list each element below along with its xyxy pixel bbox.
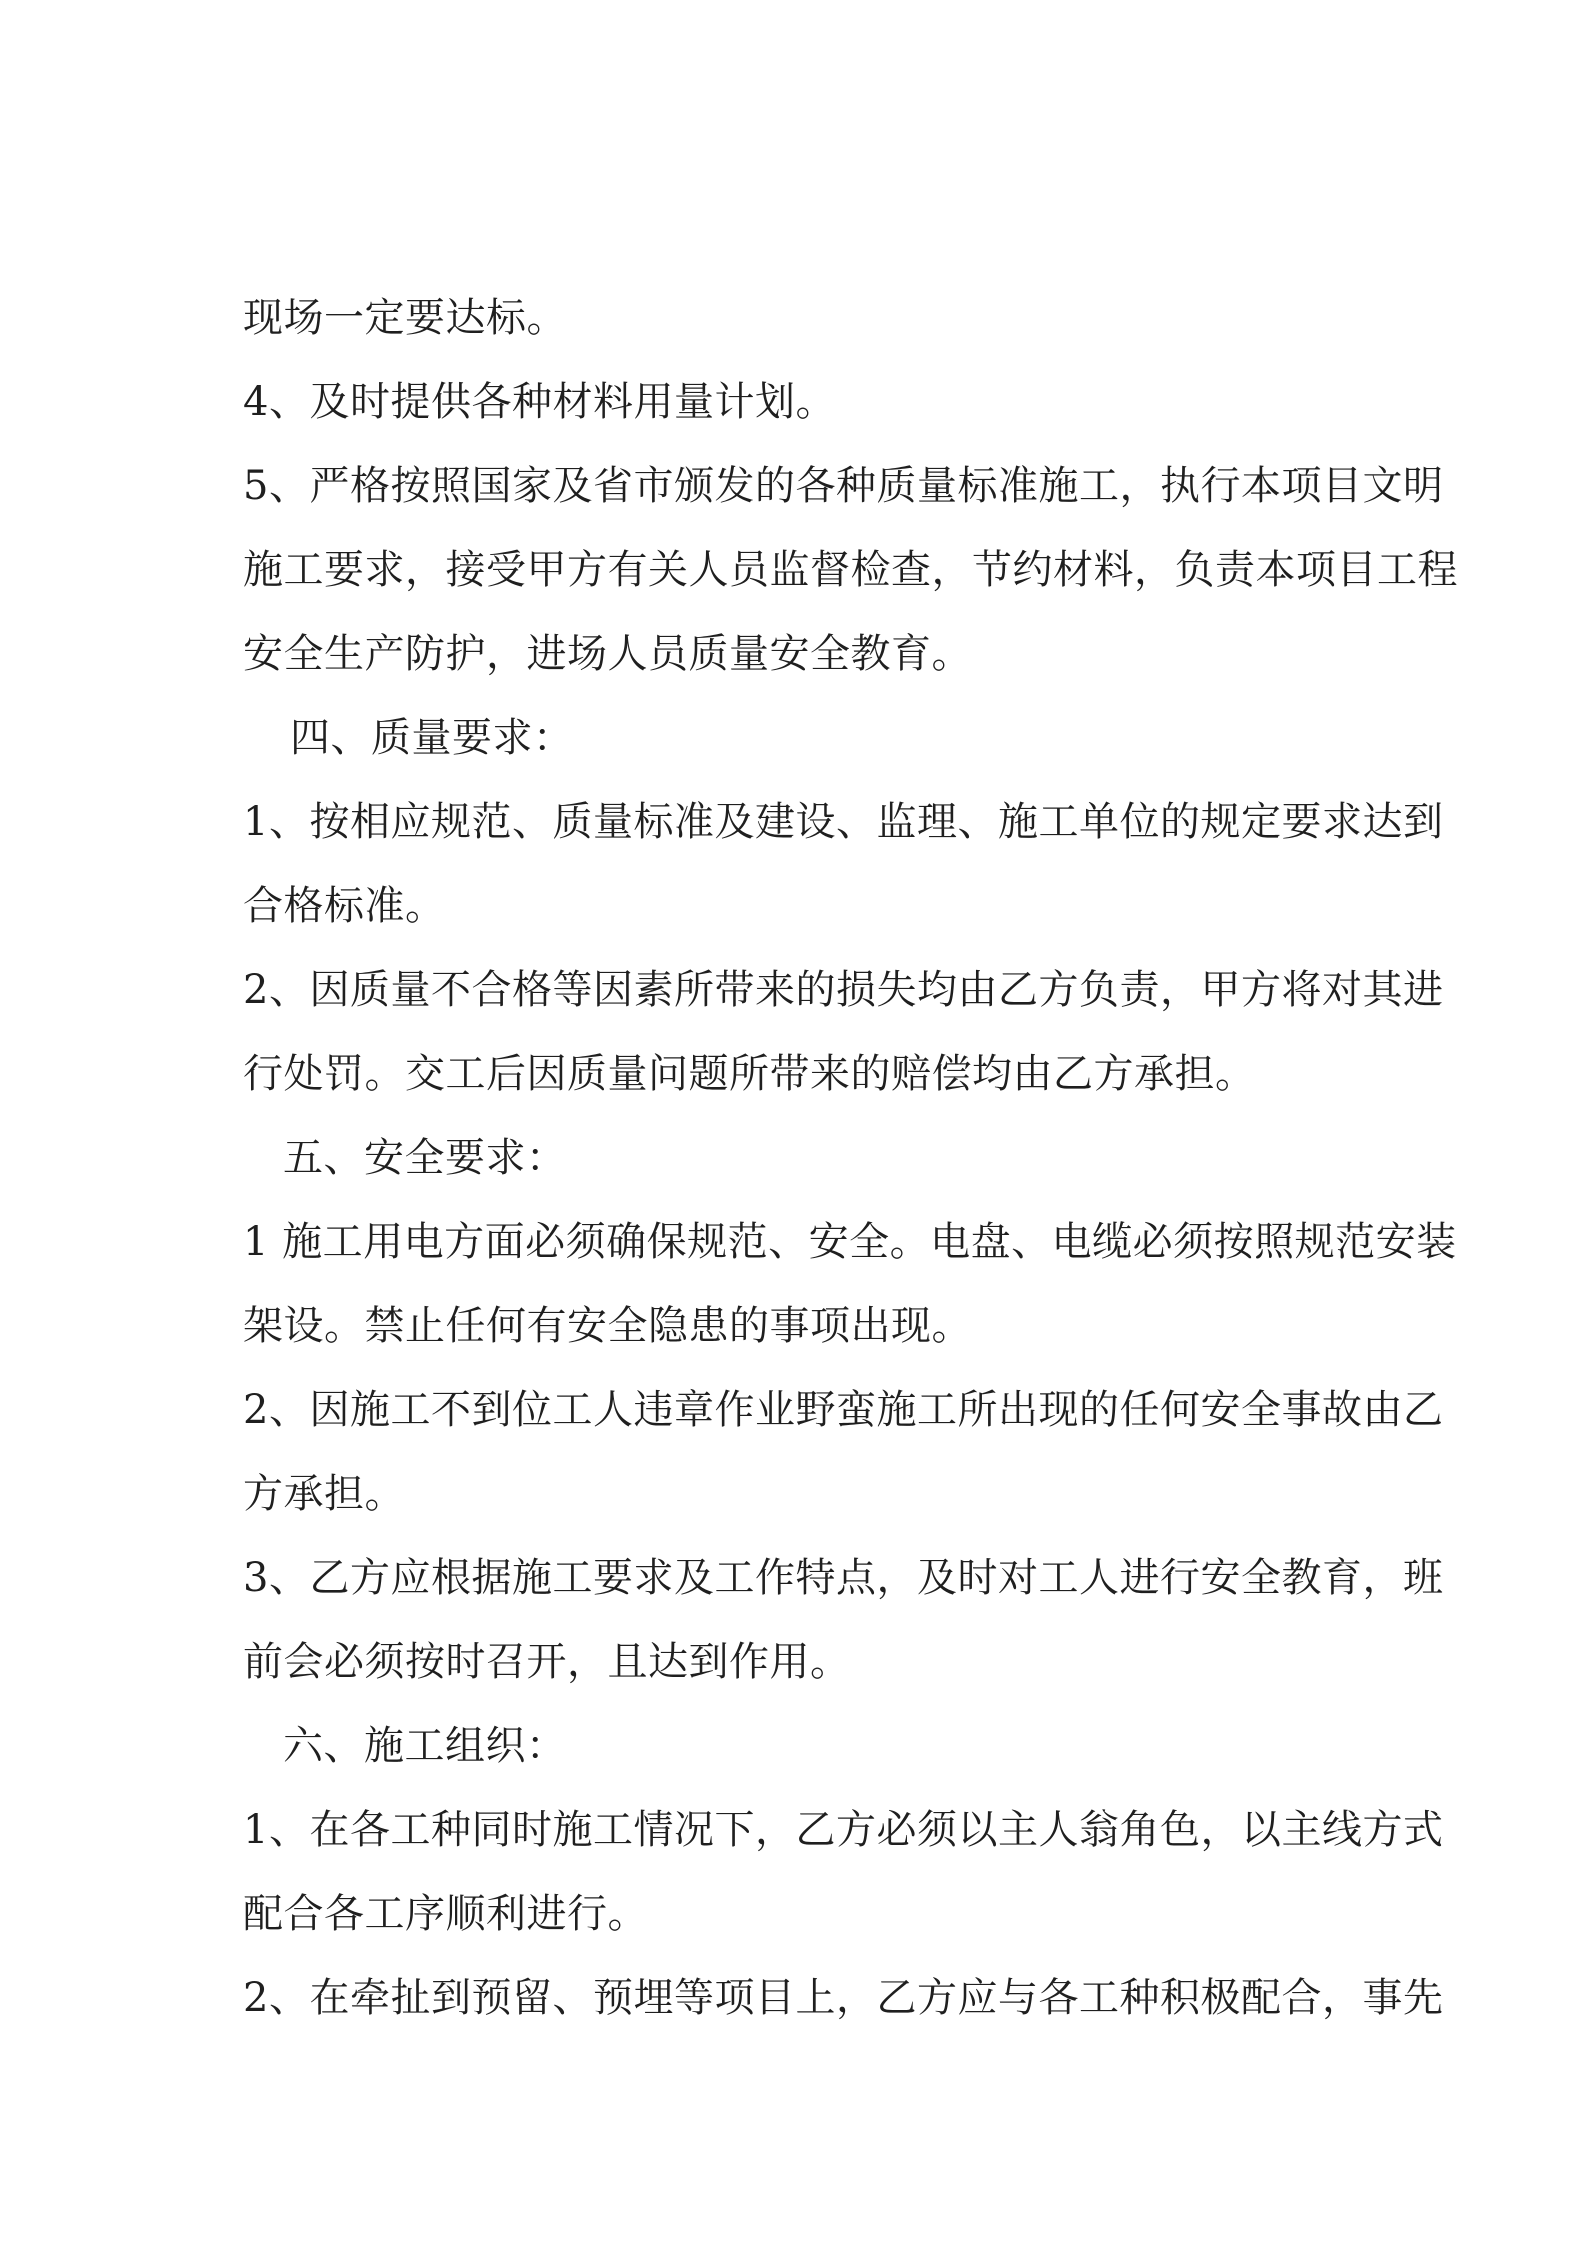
section-heading: 五、安全要求： — [283, 1135, 567, 1181]
text-line: 现场一定要达标。 — [243, 295, 567, 341]
text-line: 前会必须按时召开，且达到作用。 — [243, 1639, 851, 1685]
text-line: 行处罚。交工后因质量问题所带来的赔偿均由乙方承担。 — [243, 1051, 1256, 1097]
text-line: 架设。禁止任何有安全隐患的事项出现。 — [243, 1303, 972, 1349]
text-line: 配合各工序顺利进行。 — [243, 1891, 648, 1937]
text-line: 施工要求，接受甲方有关人员监督检查，节约材料，负责本项目工程 — [243, 547, 1458, 593]
text-line: 2、因质量不合格等因素所带来的损失均由乙方负责，甲方将对其进 — [243, 967, 1444, 1013]
text-line: 方承担。 — [243, 1471, 405, 1517]
text-line: 2、在牵扯到预留、预埋等项目上，乙方应与各工种积极配合，事先 — [243, 1975, 1444, 2021]
text-line: 4、及时提供各种材料用量计划。 — [243, 379, 836, 425]
text-line: 合格标准。 — [243, 883, 446, 929]
text-line: 1、在各工种同时施工情况下，乙方必须以主人翁角色，以主线方式 — [243, 1807, 1444, 1853]
text-line: 5、严格按照国家及省市颁发的各种质量标准施工，执行本项目文明 — [243, 463, 1444, 509]
text-line: 1 施工用电方面必须确保规范、安全。电盘、电缆必须按照规范安装 — [243, 1219, 1457, 1265]
section-heading: 六、施工组织： — [283, 1723, 567, 1769]
section-heading: 四、质量要求： — [290, 715, 574, 761]
text-line: 3、乙方应根据施工要求及工作特点，及时对工人进行安全教育，班 — [243, 1555, 1444, 1601]
text-line: 安全生产防护，进场人员质量安全教育。 — [243, 631, 972, 677]
text-line: 1、按相应规范、质量标准及建设、监理、施工单位的规定要求达到 — [243, 799, 1444, 845]
text-line: 2、因施工不到位工人违章作业野蛮施工所出现的任何安全事故由乙 — [243, 1387, 1444, 1433]
